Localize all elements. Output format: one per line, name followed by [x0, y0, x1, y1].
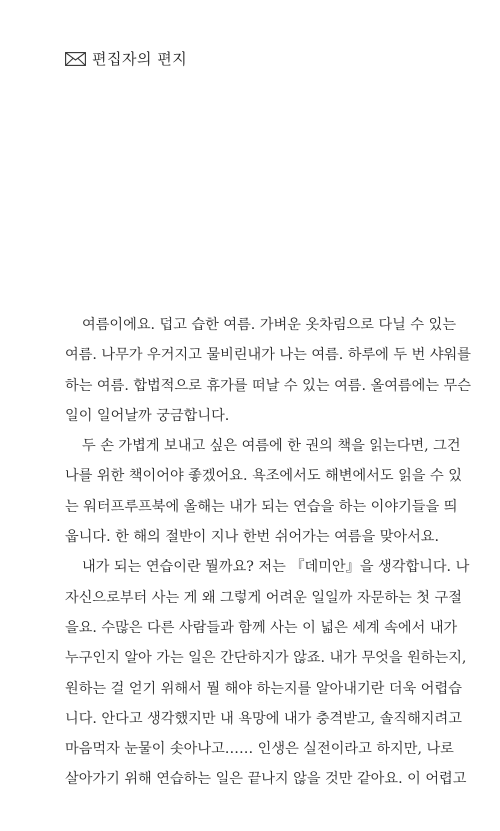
text-line: 니다. 안다고 생각했지만 내 욕망에 내가 충격받고, 솔직해지려고: [65, 710, 462, 727]
text-line: 여름. 나무가 우거지고 물비린내가 나는 여름. 하루에 두 번 샤워를: [65, 347, 471, 364]
text-line: 내가 되는 연습이란 뭘까요? 저는 『데미안』을 생각합니다. 나: [82, 559, 470, 576]
envelope-icon: [65, 52, 86, 66]
page-title: 편집자의 편지: [92, 50, 188, 68]
paragraph: [65, 431, 462, 552]
text-line: 마음먹자 눈물이 솟아나고…… 인생은 실전이라고 하지만, 나로: [65, 741, 454, 758]
text-line: 여름이에요. 덥고 습한 여름. 가벼운 옷차림으로 다닐 수 있는: [82, 317, 457, 333]
text-line: 원하는 걸 얻기 위해서 뭘 해야 하는지를 알아내기란 더욱 어렵습: [65, 680, 462, 697]
text-line: 는 워터프루프북에 올해는 내가 되는 연습을 하는 이야기들을 띄: [65, 498, 458, 515]
text-line: 을요. 수많은 다른 사람들과 함께 사는 이 넓은 세계 속에서 내가: [65, 619, 458, 636]
text-line: 두 손 가볍게 보내고 싶은 여름에 한 권의 책을 읽는다면, 그건: [82, 438, 461, 455]
letter-body: [65, 310, 471, 795]
paragraph: [65, 552, 470, 794]
page-header: [65, 48, 187, 69]
text-line: 웁니다. 한 해의 절반이 지나 한번 쉬어가는 여름을 맞아서요.: [65, 529, 440, 546]
text-line: 살아가기 위해 연습하는 일은 끝나지 않을 것만 같아요. 이 어렵고: [65, 771, 467, 788]
text-line: 누구인지 알아 가는 일은 간단하지가 않죠. 내가 무엇을 원하는지,: [65, 650, 467, 667]
text-line: 자신으로부터 사는 게 왜 그렇게 어려운 일일까 자문하는 첫 구절: [65, 589, 462, 606]
text-line: 하는 여름. 합법적으로 휴가를 떠날 수 있는 여름. 올여름에는 무슨: [65, 377, 471, 394]
text-line: 일이 일어날까 궁금합니다.: [65, 407, 230, 424]
text-line: 나를 위한 책이어야 좋겠어요. 욕조에서도 해변에서도 읽을 수 있: [65, 468, 462, 485]
paragraph: [65, 310, 471, 431]
